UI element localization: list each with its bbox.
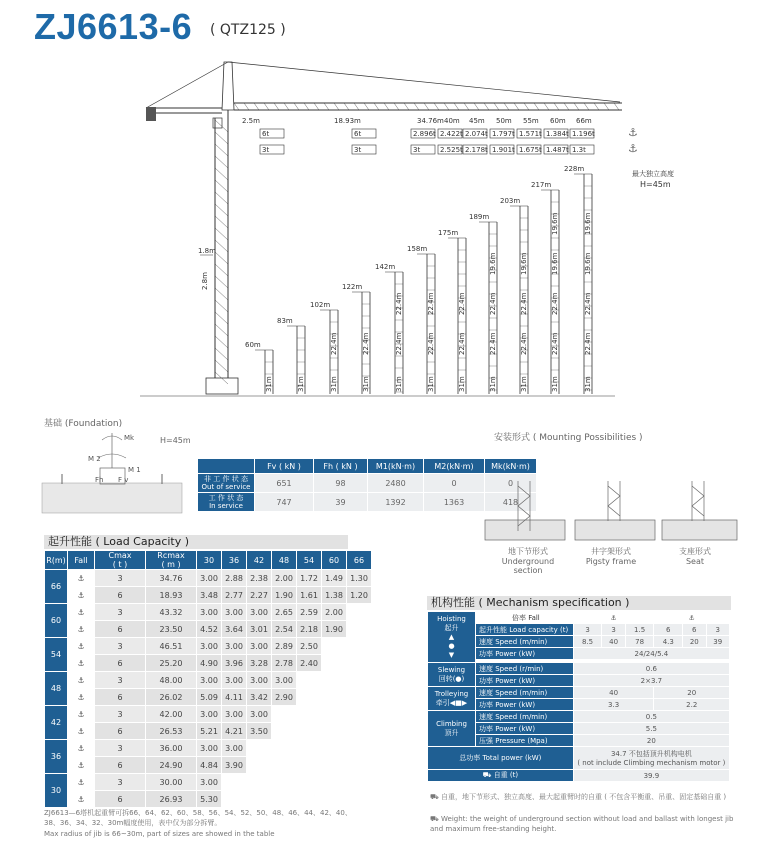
base-section-label: 31m: [584, 376, 592, 392]
section-label: 22.4m: [395, 332, 403, 355]
mounting-caption: 安装形式 ( Mounting Possibilities ): [494, 433, 643, 443]
base-section-label: 31m: [395, 376, 403, 392]
mast-dim-2-8: 2.8m: [201, 272, 209, 290]
height-label: 142m: [375, 263, 396, 271]
free-standing-cn: 最大独立高度: [632, 170, 674, 178]
model-subtitle: ( QTZ125 ): [210, 22, 286, 38]
base-section-label: 31m: [265, 376, 273, 392]
height-label: 189m: [469, 213, 490, 221]
svg-text:⚓: ⚓: [628, 142, 638, 155]
section-label: 22.4m: [362, 332, 370, 355]
height-label: 102m: [310, 301, 331, 309]
load-box-value: 2.422t: [440, 130, 463, 138]
table-row: ⚓ 6 18.93 3.48 2.77 2.27 1.90 1.61 1.38 1.20: [45, 587, 372, 604]
section-label: 22.4m: [489, 332, 497, 355]
mounting-diagrams: [480, 476, 740, 546]
table-row: ⚓ 6 23.50 4.52 3.64 3.01 2.54 2.18 1.90: [45, 621, 372, 638]
load-box-value: 2.178t: [465, 146, 488, 154]
radius-label: 60m: [550, 117, 566, 125]
table-row: 36 ⚓ 3 36.00 3.00 3.00: [45, 740, 372, 757]
load-box-value: 3t: [354, 146, 362, 154]
base-section-label: 31m: [427, 376, 435, 392]
height-label: 217m: [531, 181, 552, 189]
load-box-value: 3t: [413, 146, 421, 154]
section-label: 22.4m: [551, 332, 559, 355]
table-row: 60 ⚓ 3 43.32 3.00 3.00 3.00 2.65 2.59 2.00: [45, 604, 372, 621]
base-section-label: 31m: [551, 376, 559, 392]
weight-note-cn: ⛟ 自重，地下节形式、独立高度、最大起重臂时的自重 ( 不包含平衡重、吊重、固定基础自重 ): [430, 793, 727, 801]
load-box-value: 3t: [262, 146, 270, 154]
height-label: 122m: [342, 283, 363, 291]
mount-item-1: 地下节形式 Underground section: [501, 547, 555, 575]
weight-note-en: ⛟ Weight: the weight of underground section without load and ballast with longest jib and maximum free-standing height.: [430, 815, 734, 833]
foundation-caption: 基础 (Foundation): [44, 419, 123, 429]
fh-label: Fh: [95, 476, 104, 484]
section-label: 22.4m: [395, 292, 403, 315]
table-row: 非 工 作 状 态 Out of service 651 98 2480 0 0: [198, 474, 537, 493]
section-label: 22.4m: [520, 332, 528, 355]
mechanism-table: Hoisting 起升 ▲ ● ▼ 倍率 Fall ⚓ ⚓ 起升性能 Load capacity (t) 3 3 1.5 6 6 3 速度 Speed (m/min) 8.5 40 78 4.3 20 39 功率 Power (kW) 24/24/5.4 Slewing 回转(●) 速度 Speed (r/min) 0.6 功率 Power (kW) 2×3.7 Trolleying 牵引◀■▶ 速度 Speed (m/min) 40 20 功率 Power (kW) 3.3 2.2 Climbing 顶升 速度 Speed (m/min) 0.5 功率 Power (kW) 5.5 压强 Pressure (Mpa) 20 总功率 Total power (kW) 34.7 不包括顶升机构电机 ( not include Climbing mechanism motor ) ⛟ 自重 (t) 39.9: [427, 611, 730, 782]
table-row: 30 ⚓ 3 30.00 3.00: [45, 774, 372, 791]
table-row: 工 作 状 态 In service 747 39 1392 1363 418: [198, 493, 537, 512]
load-box-value: 2.074t: [465, 130, 488, 138]
height-label: 203m: [500, 197, 521, 205]
height-label: 60m: [245, 341, 261, 349]
section-label: 19.6m: [584, 252, 592, 275]
load-box-value: 2.525t: [440, 146, 463, 154]
load-box-value: 1.487t: [546, 146, 569, 154]
free-standing-height: H=45m: [640, 180, 671, 189]
section-label: 19.6m: [584, 212, 592, 235]
table-row: ⚓ 6 26.02 5.09 4.11 3.42 2.90: [45, 689, 372, 706]
table-row: ⚓ 6 24.90 4.84 3.90: [45, 757, 372, 774]
load-note-cn: ZJ6613—6塔机起重臂可拆66、64、62、60、58、56、54、52、50、48、46、44、42、40、38、36、34、32、30m幅度使用，表中仅为部分拆臂。: [44, 809, 352, 827]
base-section-label: 31m: [297, 376, 305, 392]
section-label: 19.6m: [520, 252, 528, 275]
radius-label: 2.5m: [242, 117, 260, 125]
height-label: 83m: [277, 317, 293, 325]
section-label: 22.4m: [330, 332, 338, 355]
load-box-value: 2.896t: [413, 130, 436, 138]
section-label: 22.4m: [551, 292, 559, 315]
load-box-value: 1.901t: [492, 146, 515, 154]
foundation-table: Fv ( kN ) Fh ( kN ) M1(kN·m) M2(kN·m) Mk(kN·m) 非 工 作 状 态 Out of service 651 98 2480 0 0 工 作 状 态 In service 747 39 1392 1363 418: [197, 458, 537, 512]
load-capacity-heading: 起升性能 ( Load Capacity ): [44, 535, 348, 549]
radius-label: 55m: [523, 117, 539, 125]
section-label: 22.4m: [584, 292, 592, 315]
height-label: 158m: [407, 245, 428, 253]
radius-label: 34.76m: [417, 117, 444, 125]
load-capacity-table: R(m) Fall Cmax ( t ) Rcmax ( m ) 30 36 42 48 54 60 66 66 ⚓ 3 34.76 3.00 2.88 2.38 2.00 1.72 1.49 1.30 ⚓ 6 18.93 3.48 2.77 2.27 1.90 1.61 1.38 1.20 60 ⚓ 3 43.32 3.00 3.00 3.00 2.65 2.59 2.00 ⚓ 6 23.50 4.52 3.64 3.01 2.54 2.18 1.90 54 ⚓ 3 46.51 3.00 3.00 3.00 2.89 2.50 ⚓ 6 25.20 4.90 3.96 3.28 2.78 2.40 48 ⚓ 3 48.00 3.00 3.00 3.00 3.00 ⚓ 6 26.02 5.09 4.11 3.42 2.90 42 ⚓ 3 42.00 3.00 3.00 3.00 ⚓ 6 26.53 5.21 4.21 3.50 36 ⚓ 3 36.00 3.00 3.00 ⚓ 6 24.90 4.84 3.90 30 ⚓ 3 30.00 3.00 ⚓ 6 26.93 5.30: [44, 550, 372, 808]
section-label: 22.4m: [458, 332, 466, 355]
load-box-value: 6t: [354, 130, 362, 138]
table-row: 48 ⚓ 3 48.00 3.00 3.00 3.00 3.00: [45, 672, 372, 689]
radius-label: 18.93m: [334, 117, 361, 125]
section-label: 19.6m: [489, 252, 497, 275]
mast-dim-1-8: 1.8m: [198, 247, 216, 255]
fv-label: F v: [118, 476, 129, 484]
load-box-value: 1.675t: [519, 146, 542, 154]
mount-item-3: 支座形式 Seat: [679, 547, 711, 566]
radius-label: 66m: [576, 117, 592, 125]
table-row: 66 ⚓ 3 34.76 3.00 2.88 2.38 2.00 1.72 1.49 1.30: [45, 570, 372, 587]
weight-icon: ⛟: [482, 771, 494, 779]
load-note-en: Max radius of jib is 66~30m, part of sizes are showed in the table: [44, 830, 275, 838]
radius-label: 45m: [469, 117, 485, 125]
svg-text:⚓: ⚓: [628, 126, 638, 139]
table-row: ⚓ 6 25.20 4.90 3.96 3.28 2.78 2.40: [45, 655, 372, 672]
base-section-label: 31m: [520, 376, 528, 392]
base-section-label: 31m: [362, 376, 370, 392]
radius-label: 40m: [444, 117, 460, 125]
section-label: 22.4m: [427, 292, 435, 315]
page-title: ZJ6613-6: [34, 6, 193, 47]
load-box-value: 1.384t: [546, 130, 569, 138]
m2-label: M 2: [88, 455, 101, 463]
load-box-value: 1.3t: [572, 146, 586, 154]
mount-item-2: 井字架形式 Pigsty frame: [585, 547, 637, 566]
table-row: ⚓ 6 26.53 5.21 4.21 3.50: [45, 723, 372, 740]
base-section-label: 31m: [458, 376, 466, 392]
m1-label: M 1: [128, 466, 141, 474]
crane-diagram: [0, 0, 759, 410]
section-label: 22.4m: [489, 292, 497, 315]
mechanism-heading: 机构性能 ( Mechanism specification ): [427, 596, 731, 610]
load-box-value: 1.797t: [492, 130, 515, 138]
radius-label: 50m: [496, 117, 512, 125]
foundation-h: H=45m: [160, 436, 191, 445]
height-label: 228m: [564, 165, 585, 173]
height-label: 175m: [438, 229, 459, 237]
table-row: ⚓ 6 26.93 5.30: [45, 791, 372, 808]
table-row: 54 ⚓ 3 46.51 3.00 3.00 3.00 2.89 2.50: [45, 638, 372, 655]
load-box-value: 6t: [262, 130, 270, 138]
section-label: 22.4m: [584, 332, 592, 355]
load-box-value: 1.196t: [572, 130, 595, 138]
section-label: 22.4m: [427, 332, 435, 355]
base-section-label: 31m: [489, 376, 497, 392]
section-label: 22.4m: [458, 292, 466, 315]
mk-label: Mk: [124, 434, 135, 442]
table-row: 42 ⚓ 3 42.00 3.00 3.00 3.00: [45, 706, 372, 723]
section-label: 22.4m: [520, 292, 528, 315]
base-section-label: 31m: [330, 376, 338, 392]
load-box-value: 1.571t: [519, 130, 542, 138]
section-label: 19.6m: [551, 252, 559, 275]
section-label: 19.6m: [551, 212, 559, 235]
